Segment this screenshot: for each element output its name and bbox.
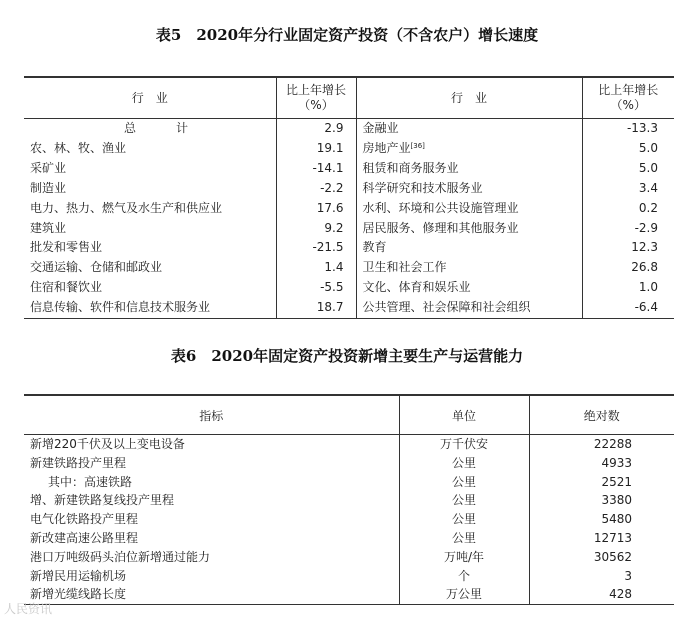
left-growth-value: 1.4	[276, 258, 356, 278]
indicator-value: 4933	[601, 455, 632, 470]
indicator-header: 指标	[24, 395, 399, 435]
table5-row	[24, 258, 674, 278]
right-industry-cell	[356, 139, 582, 159]
indicator-name: 新增民用运输机场	[30, 568, 127, 583]
right-industry-cell	[356, 298, 582, 318]
right-growth-value: 5.0	[582, 159, 674, 179]
indicator-unit: 公里	[399, 491, 529, 510]
growth-header-right-line2: （%）	[610, 98, 646, 112]
table5-row	[24, 119, 674, 139]
right-industry: 公共管理、社会保障和社会组织	[362, 300, 531, 315]
indicator-unit: 公里	[399, 529, 529, 548]
left-industry: 总 计	[124, 121, 203, 135]
right-industry-cell	[356, 179, 582, 199]
indicator-unit: 公里	[399, 454, 529, 473]
growth-header	[276, 77, 356, 119]
table5-row	[24, 199, 674, 219]
right-industry-cell	[356, 258, 582, 278]
indicator-unit: 万吨/年	[399, 548, 529, 567]
indicator-value: 5480	[601, 512, 632, 527]
left-growth-value: -14.1	[276, 159, 356, 179]
right-growth-value: 26.8	[582, 258, 674, 278]
left-industry: 住宿和餐饮业	[30, 280, 103, 295]
right-industry: 金融业	[362, 121, 399, 135]
right-growth-value: 3.4	[582, 179, 674, 199]
growth-header-right-line1: 比上年增长	[598, 83, 659, 97]
footnote-ref: [36]	[410, 141, 425, 150]
indicator-name: 电气化铁路投产里程	[30, 512, 139, 527]
left-industry: 交通运输、仓储和邮政业	[30, 260, 163, 275]
indicator-value: 3	[624, 568, 632, 583]
table6-title: 表6 2020年固定资产投资新增主要生产与运营能力	[170, 347, 524, 365]
table6-row	[24, 510, 674, 529]
left-industry: 农、林、牧、渔业	[30, 140, 127, 155]
growth-header-right	[582, 77, 674, 119]
right-industry: 文化、体育和娱乐业	[362, 280, 471, 295]
left-growth-value: 2.9	[276, 119, 356, 139]
table5-title: 表5 2020年分行业固定资产投资（不含农户）增长速度	[155, 26, 539, 44]
right-industry: 卫生和社会工作	[362, 260, 447, 275]
right-growth-value: -2.9	[582, 219, 674, 239]
right-industry: 租赁和商务服务业	[362, 160, 459, 175]
table5-row	[24, 278, 674, 298]
table6-new-capacity	[24, 394, 674, 605]
table6-row	[24, 567, 674, 586]
left-industry: 电力、热力、燃气及水生产和供应业	[30, 200, 223, 215]
indicator-unit: 万公里	[399, 585, 529, 604]
indicator-value: 3380	[601, 493, 632, 508]
left-growth-value: -21.5	[276, 238, 356, 258]
left-growth-value: 17.6	[276, 199, 356, 219]
table5-row	[24, 238, 674, 258]
indicator-name: 新增220千伏及以上变电设备	[30, 437, 185, 451]
left-growth-value: 18.7	[276, 298, 356, 318]
indicator-name: 增、新建铁路复线投产里程	[30, 493, 175, 508]
table6-row	[24, 491, 674, 510]
unit-header: 单位	[399, 395, 529, 435]
growth-header-line1: 比上年增长	[285, 83, 346, 97]
right-industry: 水利、环境和公共设施管理业	[362, 200, 519, 215]
right-industry: 科学研究和技术服务业	[362, 180, 483, 195]
watermark: 人民资讯	[4, 602, 53, 616]
table6-row	[24, 585, 674, 604]
table5-row	[24, 159, 674, 179]
left-industry: 采矿业	[30, 160, 67, 175]
indicator-value: 30562	[593, 549, 632, 564]
right-industry-cell	[356, 199, 582, 219]
industry-header: 行 业	[24, 77, 276, 119]
right-growth-value: 0.2	[582, 199, 674, 219]
industry-header-right: 行 业	[356, 77, 582, 119]
indicator-unit: 公里	[399, 510, 529, 529]
right-industry-cell	[356, 159, 582, 179]
right-growth-value: -13.3	[582, 119, 674, 139]
table6-row	[24, 435, 674, 454]
right-industry: 房地产业	[362, 140, 411, 155]
table6-row	[24, 454, 674, 473]
table5-industry-growth	[24, 76, 674, 319]
left-growth-value: -2.2	[276, 179, 356, 199]
table5-row	[24, 179, 674, 199]
indicator-unit: 个	[399, 567, 529, 586]
absolute-header: 绝对数	[529, 395, 674, 435]
left-industry: 批发和零售业	[30, 240, 103, 255]
right-growth-value: 1.0	[582, 278, 674, 298]
indicator-name: 新建铁路投产里程	[30, 455, 127, 470]
left-growth-value: 19.1	[276, 139, 356, 159]
table6-row	[24, 473, 674, 492]
indicator-value: 22288	[593, 437, 632, 451]
left-industry: 信息传输、软件和信息技术服务业	[30, 300, 211, 315]
table5-header-row	[24, 77, 674, 119]
right-growth-value: 12.3	[582, 238, 674, 258]
growth-header-line2: （%）	[298, 98, 334, 112]
right-industry-cell	[356, 119, 582, 139]
left-industry: 建筑业	[30, 220, 67, 235]
right-industry-cell	[356, 278, 582, 298]
indicator-unit: 公里	[399, 473, 529, 492]
left-industry: 制造业	[30, 180, 67, 195]
table6-row	[24, 548, 674, 567]
table6-row	[24, 529, 674, 548]
table5-row	[24, 298, 674, 318]
right-industry: 居民服务、修理和其他服务业	[362, 220, 519, 235]
right-industry-cell	[356, 238, 582, 258]
right-growth-value: -6.4	[582, 298, 674, 318]
indicator-value: 428	[609, 587, 632, 602]
table6-header-row	[24, 395, 674, 435]
indicator-value: 12713	[593, 530, 632, 545]
indicator-name: 港口万吨级码头泊位新增通过能力	[30, 549, 211, 564]
indicator-name: 新增光缆线路长度	[30, 587, 127, 602]
right-growth-value: 5.0	[582, 139, 674, 159]
left-growth-value: -5.5	[276, 278, 356, 298]
indicator-unit: 万千伏安	[399, 435, 529, 454]
table5-row	[24, 219, 674, 239]
right-industry: 教育	[362, 240, 387, 255]
indicator-name: 新改建高速公路里程	[30, 530, 139, 545]
left-growth-value: 9.2	[276, 219, 356, 239]
indicator-name: 其中：高速铁路	[48, 474, 133, 489]
right-industry-cell	[356, 219, 582, 239]
indicator-value: 2521	[601, 474, 632, 489]
table5-row	[24, 139, 674, 159]
